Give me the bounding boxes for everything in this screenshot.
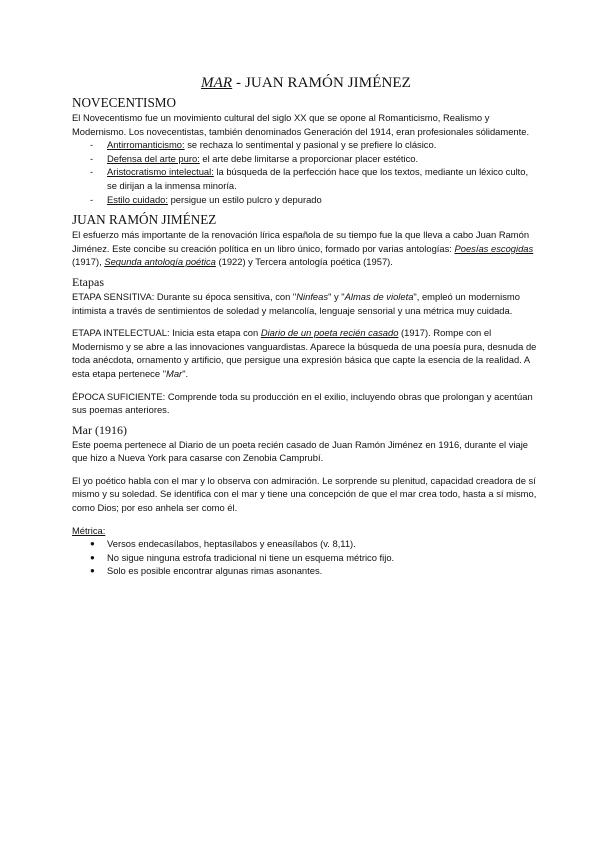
list-item-term: Aristocratismo intelectual:	[107, 166, 214, 178]
list-item-term: Estilo cuidado:	[107, 193, 168, 205]
intelectual-text-e: ".	[182, 367, 189, 379]
title-rest: - JUAN RAMÓN JIMÉNEZ	[232, 75, 411, 91]
intelectual-text-a: ETAPA INTELECTUAL: Inicia esta etapa con	[72, 327, 261, 339]
list-item-text: persigue un estilo pulcro y depurado	[167, 193, 322, 205]
list-item	[90, 138, 540, 152]
jrj-text-2: (1917),	[72, 256, 105, 268]
list-item	[90, 551, 540, 565]
epoca-suficiente: ÉPOCA SUFICIENTE: Comprende toda su producción en el exilio, incluyendo obras que prolongan y acentúan sus poemas anteriores.	[72, 390, 533, 416]
list-item-text: la búsqueda de la perfección hace que los textos, mediante un léxico culto, se dirijan a la inmensa minoría.	[107, 166, 529, 191]
novecentismo-list	[72, 138, 540, 206]
list-item-text: se rechaza lo sentimental y pasional y se prefiere lo clásico.	[184, 139, 437, 151]
bullet-icon: ●	[90, 552, 95, 562]
bullet-icon: ●	[90, 539, 95, 549]
mar-paragraph-2: El yo poético habla con el mar y lo observa con admiración. Le sorprende su plenitud, capacidad creadora de sí mismo y su soledad. Se identifica con el mar y tiene una concepción de que el mar crea todo, hasta a sí mismo, como Dios; por eso anhela ser como él.	[72, 474, 537, 514]
list-item	[90, 152, 540, 166]
list-item	[90, 193, 540, 207]
novecentismo-intro: El Novecentismo fue un movimiento cultural del siglo XX que se opone al Romanticismo, Realismo y Modernismo. Los novecentistas, también denominados Generación del 1914, eran profesionales sólidamente.	[72, 112, 530, 137]
bullet-icon: ●	[90, 566, 95, 576]
title-mar: MAR	[201, 75, 233, 91]
heading-mar: Mar (1916)	[72, 422, 127, 437]
list-item-text: el arte debe limitarse a proporcionar placer estético.	[199, 152, 419, 164]
list-item	[90, 165, 540, 192]
work-ninfeas: Ninfeas	[296, 290, 329, 302]
list-item-term: Antirromanticismo:	[107, 139, 185, 151]
list-item-text: Versos endecasílabos, heptasílabos y eneasílabos (v. 8,11).	[107, 538, 356, 550]
list-item	[90, 537, 540, 551]
jrj-text-1: El esfuerzo más importante de la renovación lírica española de su tiempo fue la que lleva a cabo Juan Ramón Jiménez. Este concibe su creación política en un libro único, formado por varias antologías:	[72, 229, 530, 254]
jrj-text-3: (1922) y Tercera antología poética (1957).	[215, 256, 393, 268]
metrica-list	[72, 537, 540, 578]
etapa-sensitiva	[72, 290, 540, 317]
list-item	[90, 564, 540, 578]
etapa-intelectual	[72, 326, 540, 380]
sensitiva-text-a: ETAPA SENSITIVA: Durante su época sensitiva, con "	[72, 290, 297, 302]
document-title	[72, 74, 540, 92]
heading-novecentismo: NOVECENTISMO	[72, 95, 177, 110]
work-mar: Mar	[166, 367, 183, 379]
book-title-segunda: Segunda antología poética	[104, 256, 216, 268]
metrica-label: Métrica:	[72, 524, 106, 536]
list-item-text: Solo es posible encontrar algunas rimas asonantes.	[107, 565, 323, 577]
sensitiva-text-c: " y "	[328, 290, 345, 302]
heading-jrj: JUAN RAMÓN JIMÉNEZ	[72, 212, 217, 228]
book-title-poesias: Poesías escogidas	[454, 242, 534, 254]
work-almas-de-violeta: Almas de violeta	[344, 290, 414, 302]
sensitiva-text-e: ", empleó un modernismo intimista a través de sentimientos de soledad y melancolía, lenguaje sensorial y una métrica muy cuidada.	[72, 290, 520, 316]
work-diario: Diario de un poeta recién casado	[260, 327, 399, 339]
list-item-text: No sigue ninguna estrofa tradicional ni tiene un esquema métrico fijo.	[107, 551, 395, 563]
mar-paragraph-1: Este poema pertenece al Diario de un poeta recién casado de Juan Ramón Jiménez en 1916, durante el viaje que hizo a Nueva York para casarse con Zenobia Camprubí.	[72, 438, 529, 464]
heading-etapas: Etapas	[72, 274, 104, 289]
list-item-term: Defensa del arte puro:	[107, 152, 200, 164]
intelectual-text-c: (1917). Rompe con el Modernismo y se abre a las innovaciones vanguardistas. Aparece la búsqueda de una poesía pura, desnuda de toda anécdota, ornamento y artificio, que persigue una expresión básica que capte la esencia de la realidad. A esta etapa pertenece "	[72, 327, 537, 379]
jrj-paragraph	[72, 228, 540, 269]
